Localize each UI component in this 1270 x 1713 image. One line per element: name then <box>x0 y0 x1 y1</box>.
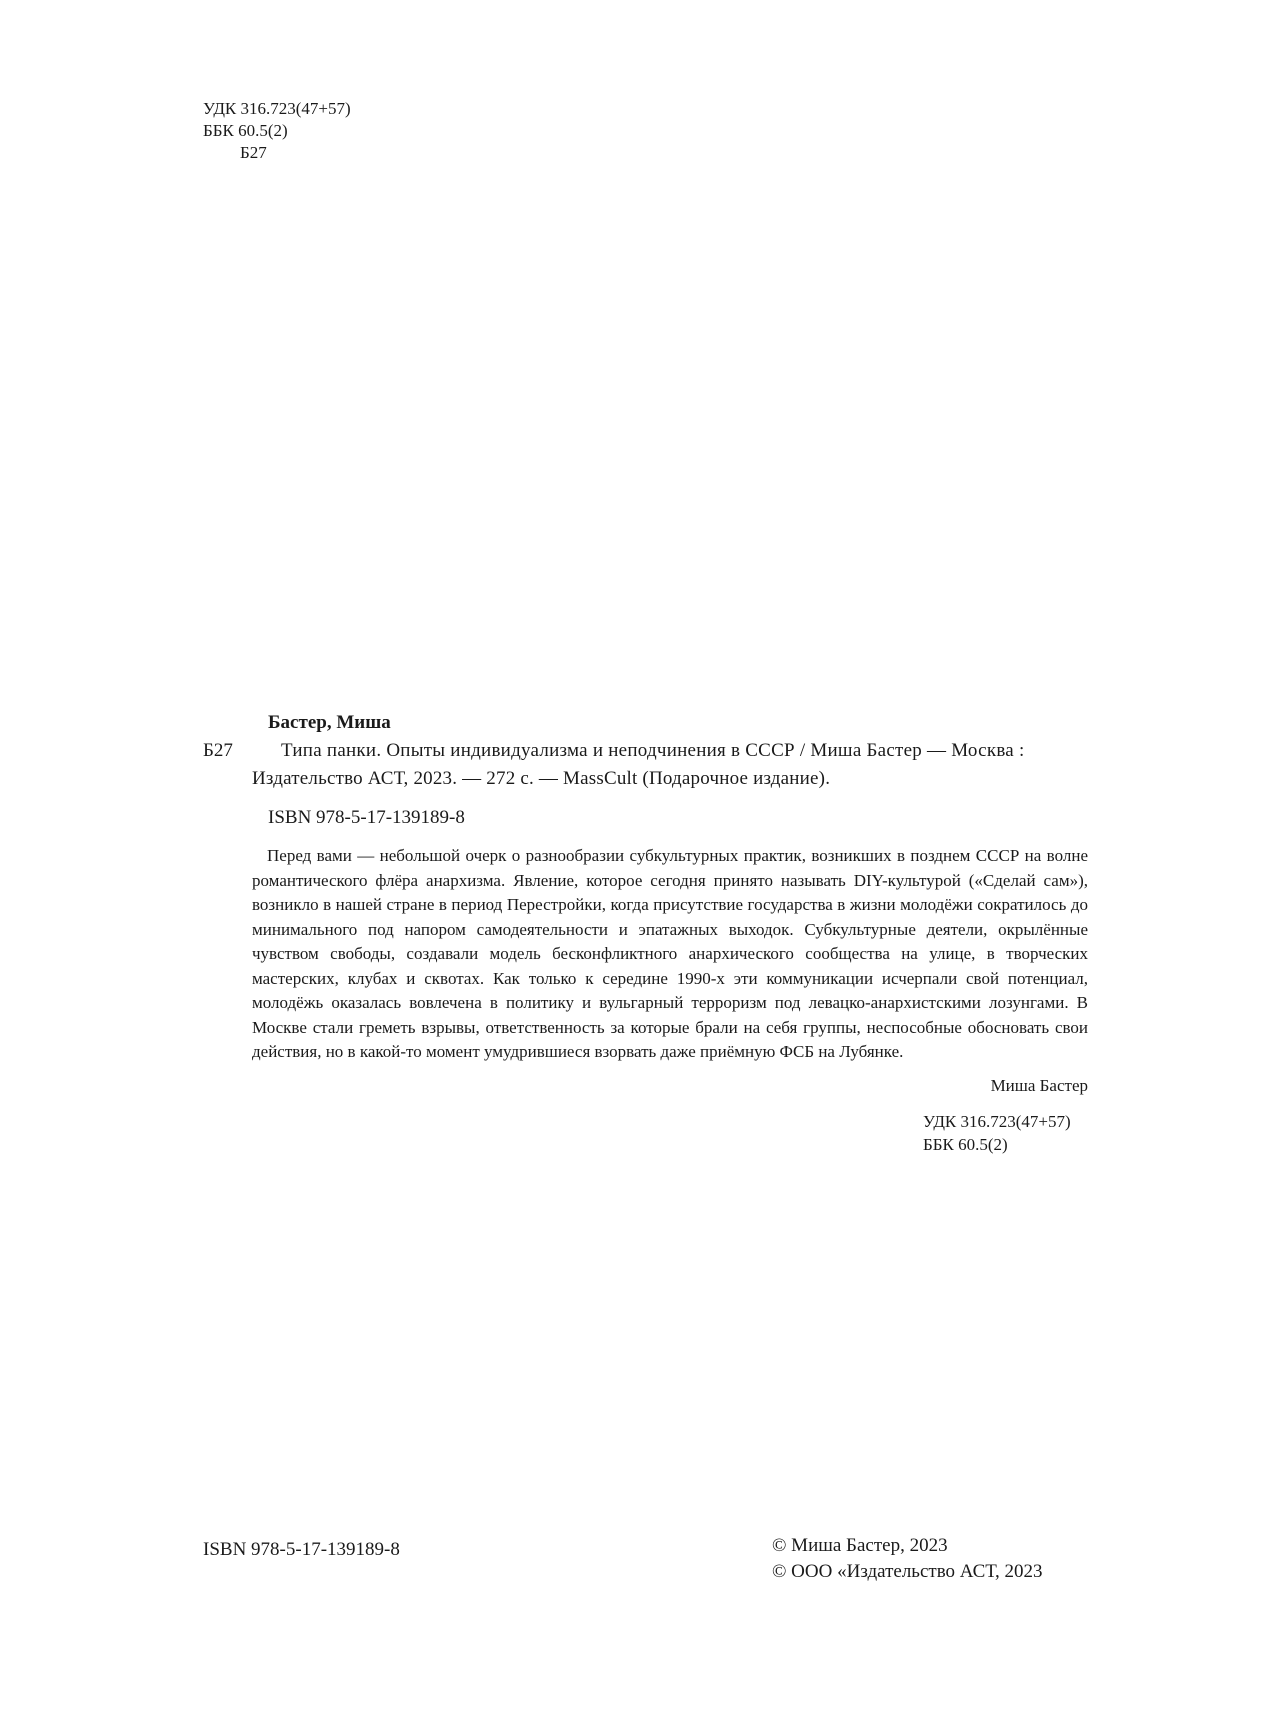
record-title-line-1: Типа панки. Опыты индивидуализма и неподчинения в СССР / Миша Бастер — Москва : <box>281 740 1025 761</box>
bbk-code-bottom: ББК 60.5(2) <box>923 1135 1008 1154</box>
record-author: Бастер, Миша <box>268 712 391 733</box>
udk-code-bottom: УДК 316.723(47+57) <box>923 1112 1071 1131</box>
udk-code: УДК 316.723(47+57) <box>203 99 351 118</box>
record-isbn: ISBN 978-5-17-139189-8 <box>268 807 465 828</box>
annotation-signature: Миша Бастер <box>990 1076 1088 1095</box>
copyright-publisher: © ООО «Издательство АСТ, 2023 <box>772 1561 1043 1582</box>
annotation-text: Перед вами — небольшой очерк о разнообразии субкультурных практик, возникших в позднем СССР на волне романтического флёра анархизма. Явление, которое сегодня принято называть DIY-культурой («Сделай сам»), возникло в нашей стране в период Перестройки, когда присутствие государства в жизни молодёжи сократилось до минимального под напором самодеятельности и эпатажных выходок. Субкультурные деятели, окрылённые чувством свободы, создавали модель бесконфликтного анархического сообщества на улице, в творческих мастерских, клубах и сквотах. Как только к середине 1990-х эти коммуникации исчерпали свой потенциал, молодёжь оказалась вовлечена в политику и вульгарный терроризм под левацко-анархистскими лозунгами. В Москве стали греметь взрывы, ответственность за которые брали на себя группы, неспособные обосновать свои действия, но в какой-то момент умудрившиеся взорвать даже приёмную ФСБ на Лубянке. <box>252 846 1088 1061</box>
footer-isbn: ISBN 978-5-17-139189-8 <box>203 1539 400 1560</box>
top-classification-codes <box>203 98 351 164</box>
copyright-author: © Миша Бастер, 2023 <box>772 1535 948 1556</box>
bbk-code: ББК 60.5(2) <box>203 121 288 140</box>
record-title-line-2: Издательство АСТ, 2023. — 272 с. — MassCult (Подарочное издание). <box>252 768 831 789</box>
copyright-block <box>772 1533 1042 1585</box>
author-mark: Б27 <box>240 143 267 162</box>
record-author-mark: Б27 <box>203 740 233 761</box>
bottom-classification-codes <box>923 1110 1071 1156</box>
